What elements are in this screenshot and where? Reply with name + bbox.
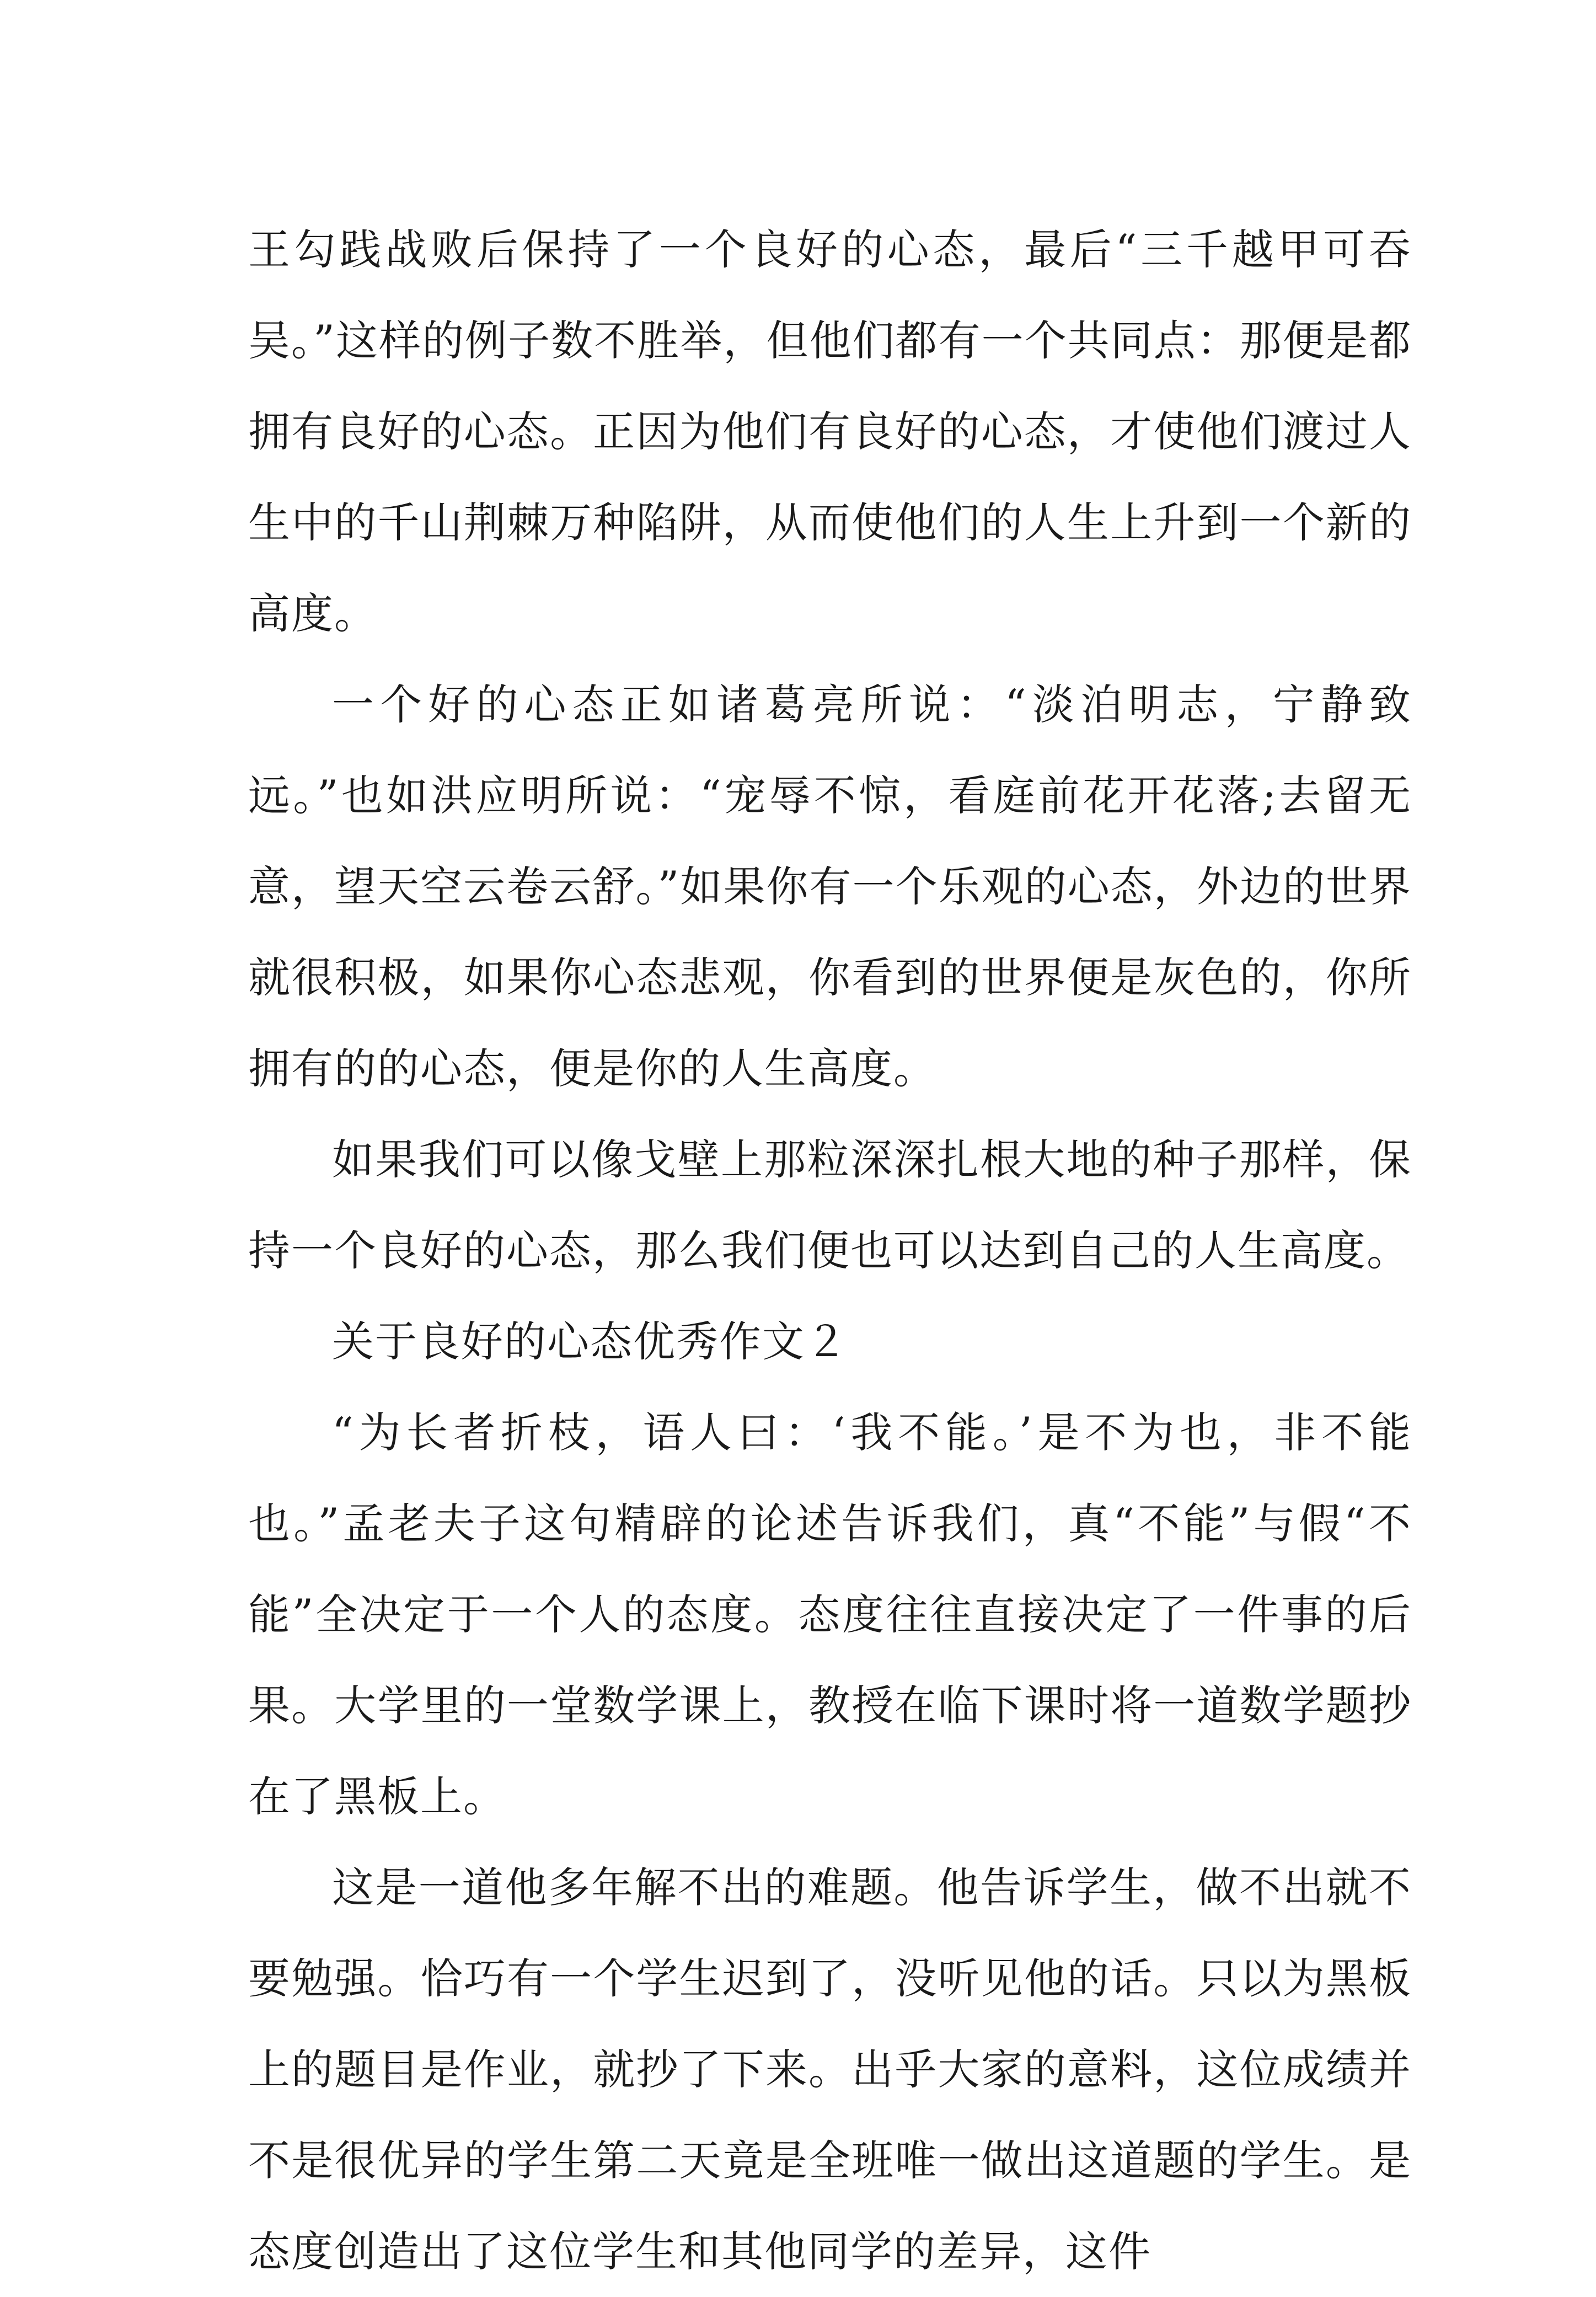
section-heading: 关于良好的心态优秀作文２ — [332, 1317, 848, 1366]
document-page — [248, 204, 1412, 2297]
paragraph-3: 如果我们可以像戈壁上那粒深深扎根大地的种子那样，保持一个良好的心态，那么我们便也可以达到自己的人生高度。 — [248, 1135, 1412, 1275]
paragraph-4: “为长者折枝，语人曰：‘我不能。’是不为也，非不能也。”孟老夫子这句精辟的论述告诉我们，真“不能”与假“不能”全决定于一个人的态度。态度往往直接决定了一件事的后果。大学里的一堂数学课上，教授在临下课时将一道数学题抄在了黑板上。 — [248, 1408, 1412, 1821]
paragraph-5: 这是一道他多年解不出的难题。他告诉学生，做不出就不要勉强。恰巧有一个学生迟到了，没听见他的话。只以为黑板上的题目是作业，就抄了下来。出乎大家的意料，这位成绩并不是很优异的学生第二天竟是全班唯一做出这道题的学生。是态度创造出了这位学生和其他同学的差异，这件 — [248, 1863, 1412, 2276]
paragraph-2: 一个好的心态正如诸葛亮所说：“淡泊明志，宁静致远。”也如洪应明所说：“宠辱不惊，看庭前花开花落;去留无意，望天空云卷云舒。”如果你有一个乐观的心态，外边的世界就很积极，如果你心态悲观，你看到的世界便是灰色的，你所拥有的的心态，便是你的人生高度。 — [248, 680, 1412, 1093]
paragraph-1: 王勾践战败后保持了一个良好的心态，最后“三千越甲可吞吴。”这样的例子数不胜举，但他们都有一个共同点：那便是都拥有良好的心态。正因为他们有良好的心态，才使他们渡过人生中的千山荆棘万种陷阱，从而使他们的人生上升到一个新的高度。 — [248, 225, 1412, 638]
